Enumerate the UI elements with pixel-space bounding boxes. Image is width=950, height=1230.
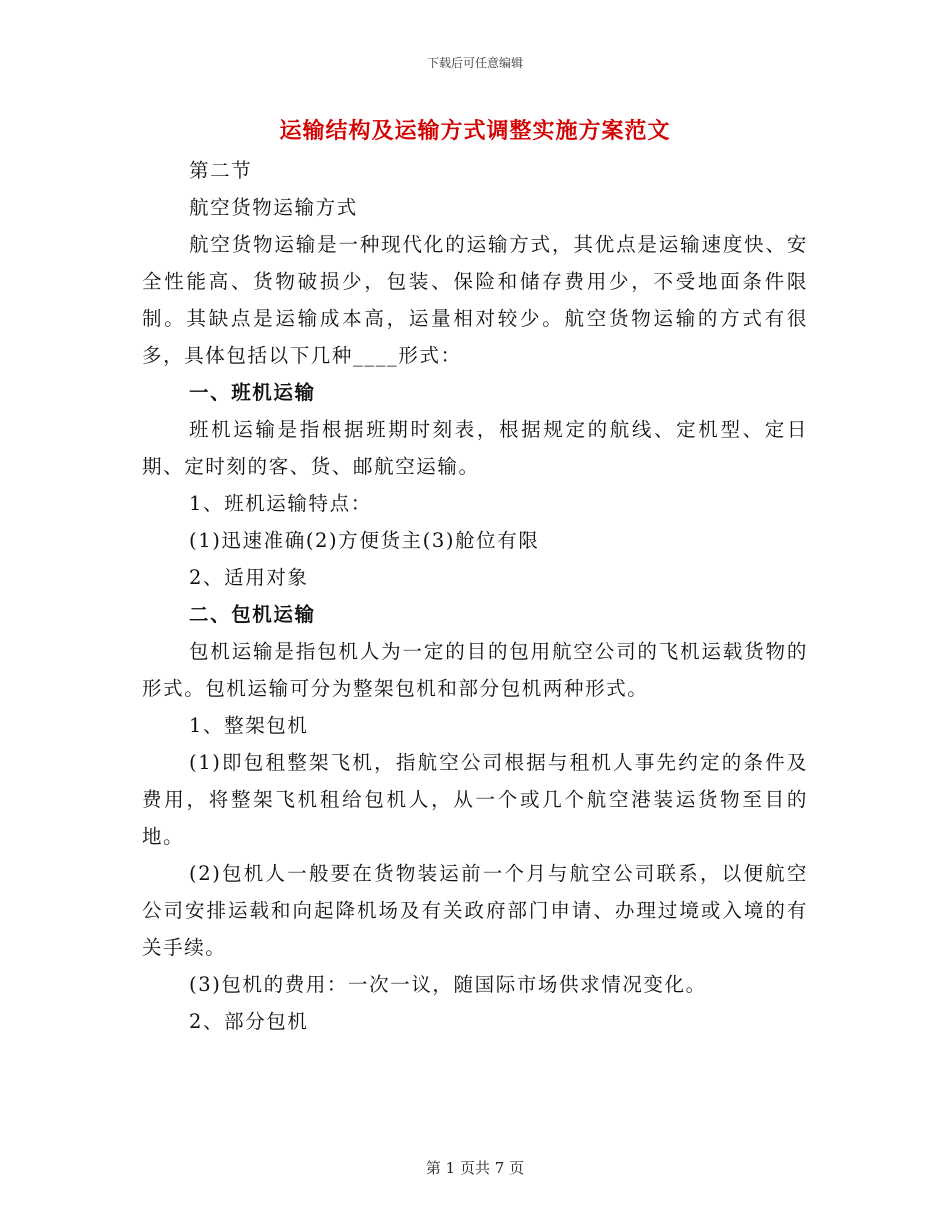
paragraph: 1、整架包机 <box>189 714 309 737</box>
paragraph: 2、部分包机 <box>189 1010 309 1033</box>
paragraph: 1、班机运输特点： <box>189 492 372 515</box>
paragraph: 班机运输是指根据班期时刻表，根据规定的航线、定机型、定日期、定时刻的客、货、邮航空运输。 <box>142 418 808 478</box>
section-heading: 二、包机运输 <box>189 603 316 626</box>
paragraph: 航空货物运输是一种现代化的运输方式，其优点是运输速度快、安全性能高、货物破损少，包装、保险和储存费用少，不受地面条件限制。其缺点是运输成本高，运量相对较少。航空货物运输的方式有很多，具体包括以下几种____形式： <box>142 233 808 367</box>
document-body <box>142 152 808 1040</box>
paragraph: (1)迅速准确(2)方便货主(3)舱位有限 <box>189 529 540 552</box>
paragraph: 第二节 <box>189 159 253 182</box>
paragraph: (2)包机人一般要在货物装运前一个月与航空公司联系，以便航空公司安排运载和向起降机场及有关政府部门申请、办理过境或入境的有关手续。 <box>142 862 808 959</box>
page-footer: 第 1 页共 7 页 <box>425 1159 525 1177</box>
section-heading: 一、班机运输 <box>189 381 316 404</box>
paragraph: 包机运输是指包机人为一定的目的包用航空公司的飞机运载货物的形式。包机运输可分为整架包机和部分包机两种形式。 <box>142 640 808 700</box>
header-note: 下载后可任意编辑 <box>426 56 523 70</box>
document-title: 运输结构及运输方式调整实施方案范文 <box>279 118 671 144</box>
paragraph: 2、适用对象 <box>189 566 309 589</box>
paragraph: (3)包机的费用：一次一议，随国际市场供求情况变化。 <box>189 973 707 996</box>
paragraph: 航空货物运输方式 <box>189 196 358 219</box>
paragraph: (1)即包租整架飞机，指航空公司根据与租机人事先约定的条件及费用，将整架飞机租给包机人，从一个或几个航空港装运货物至目的地。 <box>142 751 808 848</box>
